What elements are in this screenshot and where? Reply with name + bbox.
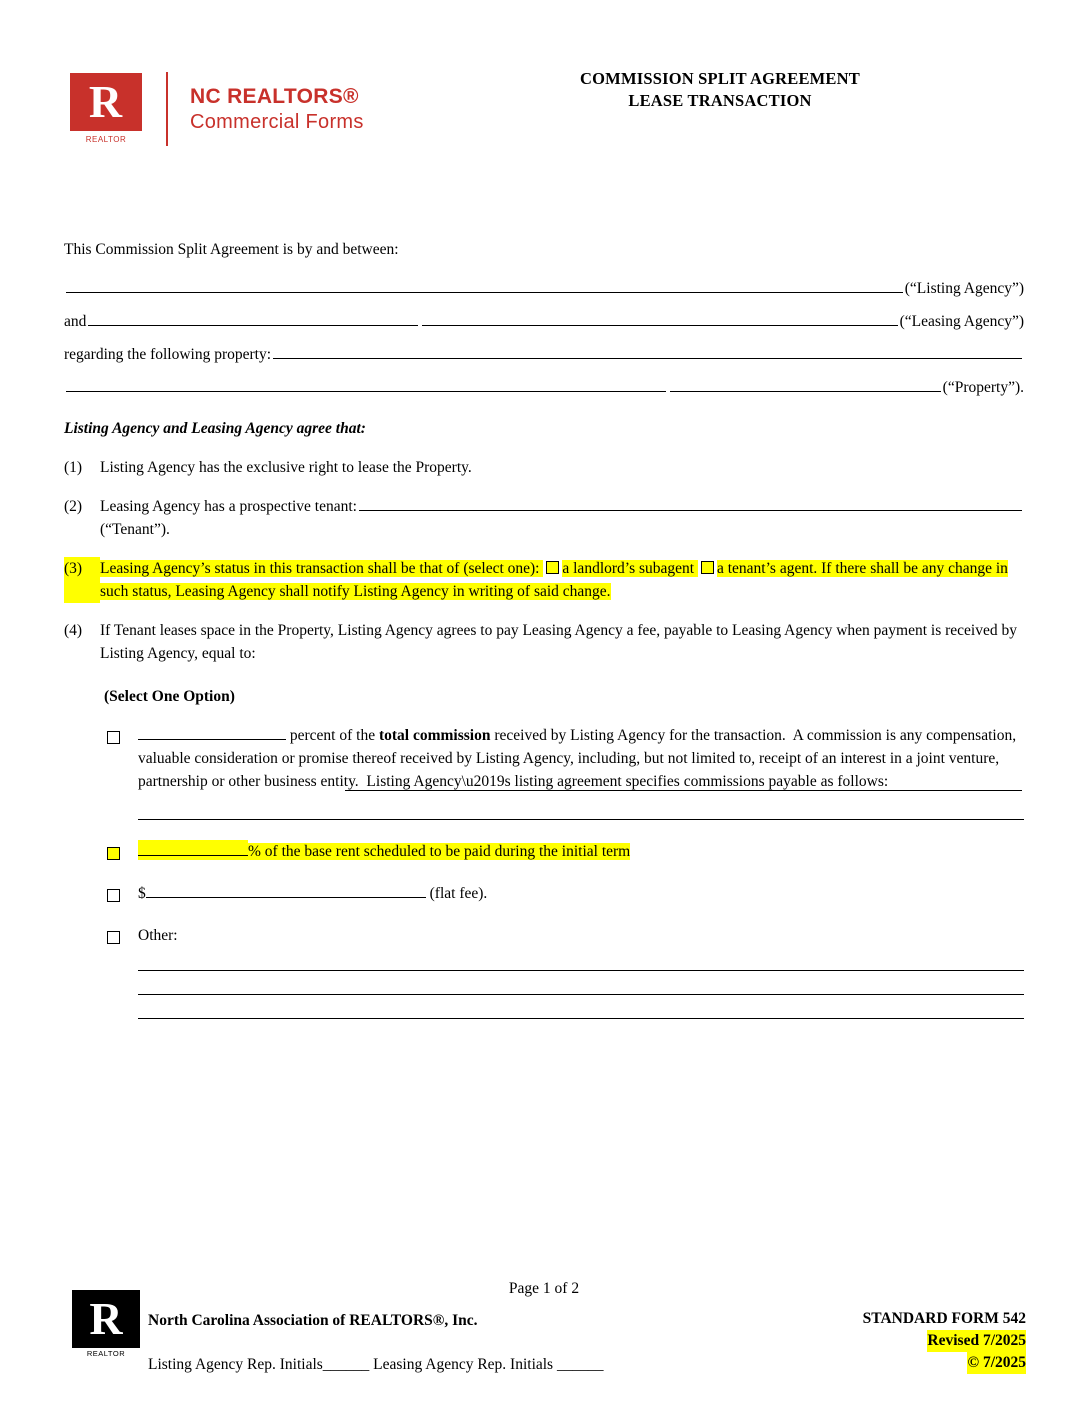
document-footer [0,1270,1088,1408]
listing-agency-label: (“Listing Agency”) [904,280,1024,297]
and-label: and [64,313,87,330]
checkbox-tenants-agent[interactable] [701,561,714,574]
checkbox-other[interactable] [107,931,120,944]
document-body [64,238,1024,1019]
logo-wordmark-line1: NC REALTORS® [190,84,359,108]
option-2-text: % of the base rent scheduled to be paid during the initial term [248,843,631,860]
agreement-heading: Listing Agency and Leasing Agency agree that: [64,420,366,437]
clause-1 [64,456,1024,479]
leasing-agency-line [64,310,1024,331]
clause-4 [64,619,1024,665]
property-label: regarding the following property: [64,346,272,363]
clause-4-number: (4) [64,622,83,639]
option-flat-fee [104,882,1024,908]
leasing-agency-input-a[interactable] [88,310,418,326]
option-other [104,924,1024,1019]
clause-3 [64,557,1024,603]
clause-2 [64,495,1024,541]
other-input-line-3[interactable] [138,1003,1024,1019]
leasing-agency-label: (“Leasing Agency”) [899,313,1024,330]
clause-4-text: If Tenant leases space in the Property, Listing Agency agrees to pay Leasing Agency a fee, payable to Leasing Agency when payment is received by Listing Agency, equal to: [100,622,1017,662]
document-title-line1: COMMISSION SPLIT AGREEMENT [580,69,860,88]
option-1-bold-phrase: total commission [378,727,491,744]
option-percent-base-rent [104,840,1024,866]
property-input[interactable] [273,343,1022,359]
leasing-agency-input-b[interactable] [422,310,897,326]
flat-fee-prefix: $ [138,885,146,902]
clause-2-tail: (“Tenant”). [100,521,170,538]
commissions-payable-input-1[interactable] [345,775,1023,791]
clause-1-number: (1) [64,459,83,476]
copyright-date: © 7/2025 [967,1352,1026,1374]
clause-2-number: (2) [64,498,83,515]
intro-lead: This Commission Split Agreement is by and between: [64,241,399,258]
commissions-payable-input-2[interactable] [138,804,1024,820]
percent-base-rent-input[interactable] [138,840,248,856]
option-3-text: (flat fee). [429,885,488,902]
clause-1-text: Listing Agency has the exclusive right to lease the Property. [100,459,472,476]
checkbox-percent-base-rent[interactable] [107,847,120,860]
standard-form-number: STANDARD FORM 542 [862,1310,1026,1327]
nc-realtors-logo [70,72,364,146]
document-header [0,0,1088,180]
clause-3-option-b: a tenant’s agent. If there shall be any change in such status, Leasing Agency shall notify Listing Agency in writing of said change. [100,560,1008,600]
association-name: North Carolina Association of REALTORS®, Inc. [148,1312,478,1329]
logo-divider [166,72,168,146]
logo-wordmark-line2: Commercial Forms [190,110,364,133]
option-4-text: Other: [138,927,178,944]
tenant-name-input[interactable] [359,495,1022,511]
option-percent-total-commission [104,724,1024,820]
realtor-r-icon [70,73,142,145]
footer-logo-letter: R [89,1293,123,1344]
realtor-logo-letter: R [88,76,124,127]
logo-wordmark [190,84,364,135]
listing-agency-input[interactable] [66,277,903,293]
property-closing-label: (“Property”). [942,379,1024,396]
footer-logo-word: REALTOR [86,1349,126,1358]
realtor-logo-word: REALTOR [70,131,142,147]
other-input-line-2[interactable] [138,979,1024,995]
option-1-text-part1: percent of the [289,727,379,744]
realtor-footer-icon [72,1290,140,1368]
other-input-line-1[interactable] [138,955,1024,971]
select-one-option-heading: (Select One Option) [104,688,235,705]
revised-date: Revised 7/2025 [927,1330,1026,1352]
listing-agency-line [64,277,1024,298]
clause-3-text: Leasing Agency’s status in this transaction shall be that of (select one): [100,560,540,577]
initials-line: Listing Agency Rep. Initials______ Leasing Agency Rep. Initials ______ [148,1356,604,1373]
property-input-3[interactable] [670,376,940,392]
property-input-2[interactable] [66,376,666,392]
checkbox-landlords-subagent[interactable] [546,561,559,574]
clause-3-number: (3) [64,557,100,603]
document-title-line2: LEASE TRANSACTION [628,91,812,110]
percent-total-commission-input[interactable] [138,724,286,740]
property-line-2 [64,376,1024,397]
checkbox-percent-total-commission[interactable] [107,731,120,744]
clause-3-option-a: a landlord’s subagent [562,560,695,577]
property-line [64,343,1024,364]
page-number: Page 1 of 2 [508,1280,580,1297]
document-title [400,68,1040,112]
checkbox-flat-fee[interactable] [107,889,120,902]
option-1-text-part2: received by Listing Agency for the transaction. A commission is any compensation, valuable consideration or promise thereof received by Listing Agency, including, but not limited to, receipt of an interest in a joint venture, partnership or other business entity. Listing Agency\u2019s listing agreement specifies commissions payable as follows: [138,727,1017,790]
flat-fee-input[interactable] [146,882,426,898]
clause-2-text: Leasing Agency has a prospective tenant: [100,498,357,515]
